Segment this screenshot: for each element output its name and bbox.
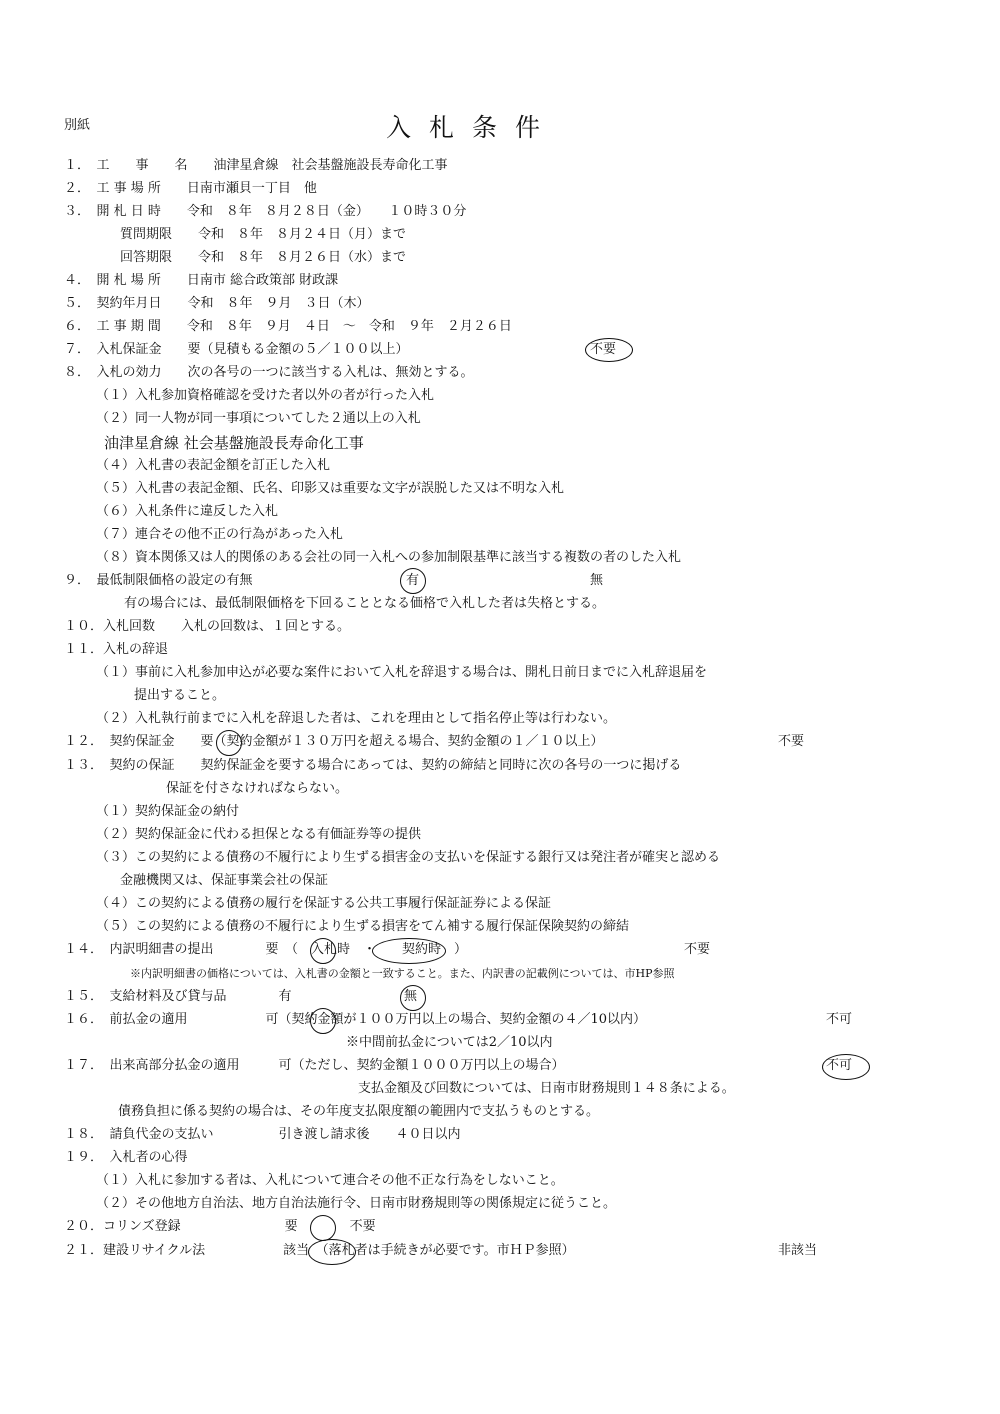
condition-line: 金融機関又は、保証事業会社の保証 <box>120 873 329 888</box>
condition-line: ２０．コリンズ登録 要 不要 <box>64 1219 376 1234</box>
condition-line: ５． 契約年月日 令和 ８年 ９月 ３日（木） <box>64 296 370 311</box>
option-label: 不要 <box>684 942 711 957</box>
circle-mark <box>372 938 446 964</box>
page-title: 入札条件 <box>386 113 559 142</box>
condition-line: ６． 工 事 期 間 令和 ８年 ９月 ４日 ～ 令和 ９年 ２月２６日 <box>64 319 512 334</box>
circle-mark <box>400 985 426 1011</box>
condition-line: ７． 入札保証金 要（見積もる金額の５／１００以上） <box>64 342 409 357</box>
condition-line: （１）契約保証金の納付 <box>96 804 240 819</box>
condition-line: （１）入札に参加する者は、入札について連合その他不正な行為をしないこと。 <box>96 1173 564 1188</box>
condition-line: １． 工 事 名 油津星倉線 社会基盤施設長寿命化工事 <box>64 158 448 173</box>
option-label: 不可 <box>826 1012 853 1027</box>
circle-mark <box>822 1054 870 1080</box>
condition-line: １１．入札の辞退 <box>64 642 169 657</box>
condition-line: （２）その他地方自治法、地方自治法施行令、日南市財務規則等の関係規定に従うこと。 <box>96 1196 617 1211</box>
condition-line: ※内訳明細書の価格については、入札書の金額と一致すること。また、内訳書の記載例については、市HP参照 <box>130 967 675 980</box>
condition-line: ４． 開 札 場 所 日南市 総合政策部 財政課 <box>64 273 339 288</box>
circle-mark <box>216 730 242 756</box>
condition-line: （２）入札執行前までに入札を辞退した者は、これを理由として指名停止等は行わない。 <box>96 711 617 726</box>
circle-mark <box>310 938 336 964</box>
option-label: 無 <box>404 989 418 1004</box>
condition-line: （１）事前に入札参加申込が必要な案件において入札を辞退する場合は、開札日前日までに入札辞退届を <box>96 665 708 680</box>
condition-line: １８． 請負代金の支払い 引き渡し請求後 ４０日以内 <box>64 1127 461 1142</box>
condition-line: 有の場合には、最低制限価格を下回ることとなる価格で入札した者は失格とする。 <box>124 596 606 611</box>
condition-line: （８）資本関係又は人的関係のある会社の同一入札への参加制限基準に該当する複数の者のした入札 <box>96 550 682 565</box>
condition-line: （２）同一人物が同一事項についてした２通以上の入札 <box>96 411 421 426</box>
condition-line: （３）この契約による債務の不履行により生ずる損害金の支払いを保証する銀行又は発注者が確実と認める <box>96 850 721 865</box>
condition-line: ３． 開 札 日 時 令和 ８年 ８月２８日（金） １０時３０分 <box>64 204 467 219</box>
option-label: 不要 <box>590 342 617 357</box>
condition-line: 提出すること。 <box>134 688 226 703</box>
condition-line: １３． 契約の保証 契約保証金を要する場合にあっては、契約の締結と同時に次の各号の一つに掲げる <box>64 758 682 773</box>
condition-line: （５）この契約による債務の不履行により生ずる損害をてん補する履行保証保険契約の締結 <box>96 919 630 934</box>
condition-line: １０．入札回数 入札の回数は、１回とする。 <box>64 619 351 634</box>
condition-line: （２）契約保証金に代わる担保となる有価証券等の提供 <box>96 827 422 842</box>
condition-line: ２１．建設リサイクル法 該当 （落札者は手続きが必要です。市ＨＰ参照） <box>64 1243 575 1258</box>
circle-mark <box>400 568 426 594</box>
condition-line: 支払金額及び回数については、日南市財務規則１４８条による。 <box>358 1081 735 1096</box>
condition-line: ※中間前払金については2／10以内 <box>346 1035 553 1050</box>
condition-line: １７． 出来高部分払金の適用 可（ただし、契約金額１０００万円以上の場合） <box>64 1058 565 1073</box>
condition-line: （１）入札参加資格確認を受けた者以外の者が行った入札 <box>96 388 435 403</box>
condition-line: １５． 支給材料及び貸与品 有 <box>64 989 292 1004</box>
condition-line: 保証を付さなければならない。 <box>166 781 349 796</box>
option-label: 非該当 <box>778 1243 818 1258</box>
circle-mark <box>310 1008 336 1034</box>
option-label: 不要 <box>778 734 805 749</box>
option-label: 不可 <box>826 1058 853 1073</box>
annex-label: 別紙 <box>64 118 91 133</box>
condition-line: （４）この契約による債務の履行を保証する公共工事履行保証証券による保証 <box>96 896 552 911</box>
condition-line: １９． 入札者の心得 <box>64 1150 188 1165</box>
condition-line: １４． 内訳明細書の提出 要 （ 入札時 ・ 契約時 ） <box>64 942 468 957</box>
condition-line: 質問期限 令和 ８年 ８月２４日（月）まで <box>120 227 407 242</box>
condition-line: 回答期限 令和 ８年 ８月２６日（水）まで <box>120 250 407 265</box>
option-label: 無 <box>590 573 604 588</box>
condition-line: １６． 前払金の適用 可（契約金額が１００万円以上の場合、契約金額の４／10以内） <box>64 1012 647 1027</box>
condition-line: 債務負担に係る契約の場合は、その年度支払限度額の範囲内で支払うものとする。 <box>118 1104 600 1119</box>
option-label: 有 <box>406 573 420 588</box>
condition-line: ２． 工 事 場 所 日南市瀬貝一丁目 他 <box>64 181 317 196</box>
condition-line: 油津星倉線 社会基盤施設長寿命化工事 <box>104 434 364 452</box>
condition-line: １２． 契約保証金 要（契約金額が１３０万円を超える場合、契約金額の１／１０以上） <box>64 734 604 749</box>
condition-line: （６）入札条件に違反した入札 <box>96 504 279 519</box>
circle-mark <box>310 1215 336 1241</box>
condition-line: （４）入札書の表記金額を訂正した入札 <box>96 458 331 473</box>
condition-line: ９． 最低制限価格の設定の有無 <box>64 573 253 588</box>
condition-line: （７）連合その他不正の行為があった入札 <box>96 527 343 542</box>
circle-mark <box>585 338 633 362</box>
condition-line: （５）入札書の表記金額、氏名、印影又は重要な文字が誤脱した又は不明な入札 <box>96 481 565 496</box>
circle-mark <box>308 1239 356 1265</box>
condition-line: ８． 入札の効力 次の各号の一つに該当する入札は、無効とする。 <box>64 365 474 380</box>
